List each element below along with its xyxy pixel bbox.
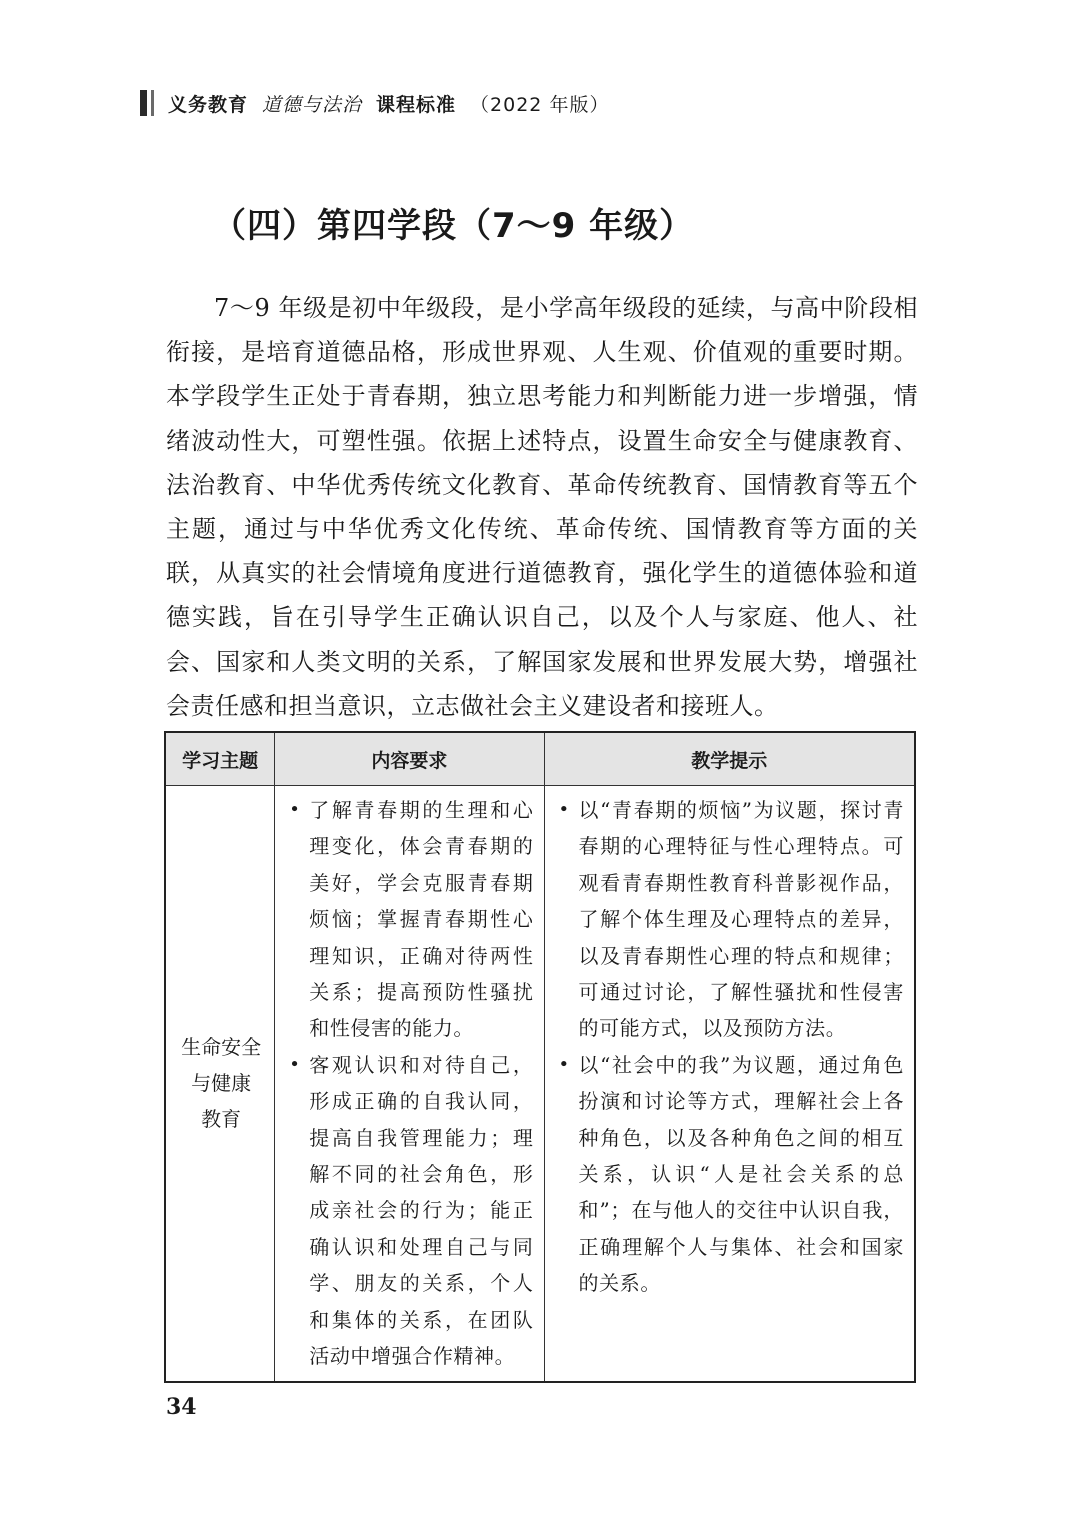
- header-series: 义务教育: [168, 93, 249, 116]
- header-subject: 道德与法治: [262, 93, 363, 116]
- teaching-cell: [544, 786, 915, 1382]
- header-bars-icon: [140, 90, 154, 116]
- header-content: 内容要求: [275, 732, 544, 786]
- theme-cell: [165, 786, 275, 1382]
- curriculum-table: [164, 731, 916, 1383]
- header-teaching: 教学提示: [544, 732, 915, 786]
- theme-line: 与健康: [191, 1071, 252, 1096]
- theme-line: 生命安全: [181, 1035, 262, 1060]
- content-cell: [275, 786, 544, 1382]
- intro-paragraph: 7～9 年级是初中年级段，是小学高年级段的延续，与高中阶段相衔接，是培育道德品格，形成世界观、人生观、价值观的重要时期。本学段学生正处于青春期，独立思考能力和判断能力进一步增强，情绪波动性大，可塑性强。依据上述特点，设置生命安全与健康教育、法治教育、中华优秀传统文化教育、革命传统教育、国情教育等五个主题，通过与中华优秀文化传统、革命传统、国情教育等方面的关联，从真实的社会情境角度进行道德教育，强化学生的道德体验和道德实践，旨在引导学生正确认识自己，以及个人与家庭、他人、社会、国家和人类文明的关系，了解国家发展和世界发展大势，增强社会责任感和担当意识，立志做社会主义建设者和接班人。: [166, 294, 918, 720]
- running-header: [140, 86, 609, 120]
- header-edition: （2022 年版）: [470, 93, 610, 116]
- teaching-item: • 以“青春期的烦恼”为议题，探讨青春期的心理特征与性心理特点。可观看青春期性教育科普影视作品，了解个体生理及心理特点的差异，以及青春期性心理的特点和规律；可通过讨论，了解性骚扰和性侵害的可能方式，以及预防方法。: [557, 792, 904, 1047]
- teaching-item: • 以“社会中的我”为议题，通过角色扮演和讨论等方式，理解社会上各种角色，以及各种角色之间的相互关系，认识“人是社会关系的总和”；在与他人的交往中认识自我，正确理解个人与集体、社会和国家的关系。: [557, 1047, 904, 1302]
- table-row: [165, 786, 915, 1382]
- table-header-row: [165, 732, 915, 786]
- theme-line: 教育: [201, 1107, 242, 1132]
- content-item: • 了解青春期的生理和心理变化，体会青春期的美好，学会克服青春期烦恼；掌握青春期性心理知识，正确对待两性关系；提高预防性骚扰和性侵害的能力。: [287, 792, 533, 1047]
- page-number: 34: [166, 1394, 197, 1420]
- header-theme: 学习主题: [165, 732, 275, 786]
- header-standard: 课程标准: [376, 93, 457, 116]
- content-item: • 客观认识和对待自己，形成正确的自我认同，提高自我管理能力；理解不同的社会角色，形成亲社会的行为；能正确认识和处理自己与同学、朋友的关系，个人和集体的关系，在团队活动中增强合作精神。: [287, 1047, 533, 1375]
- section-title: （四）第四学段（7～9 年级）: [212, 206, 695, 246]
